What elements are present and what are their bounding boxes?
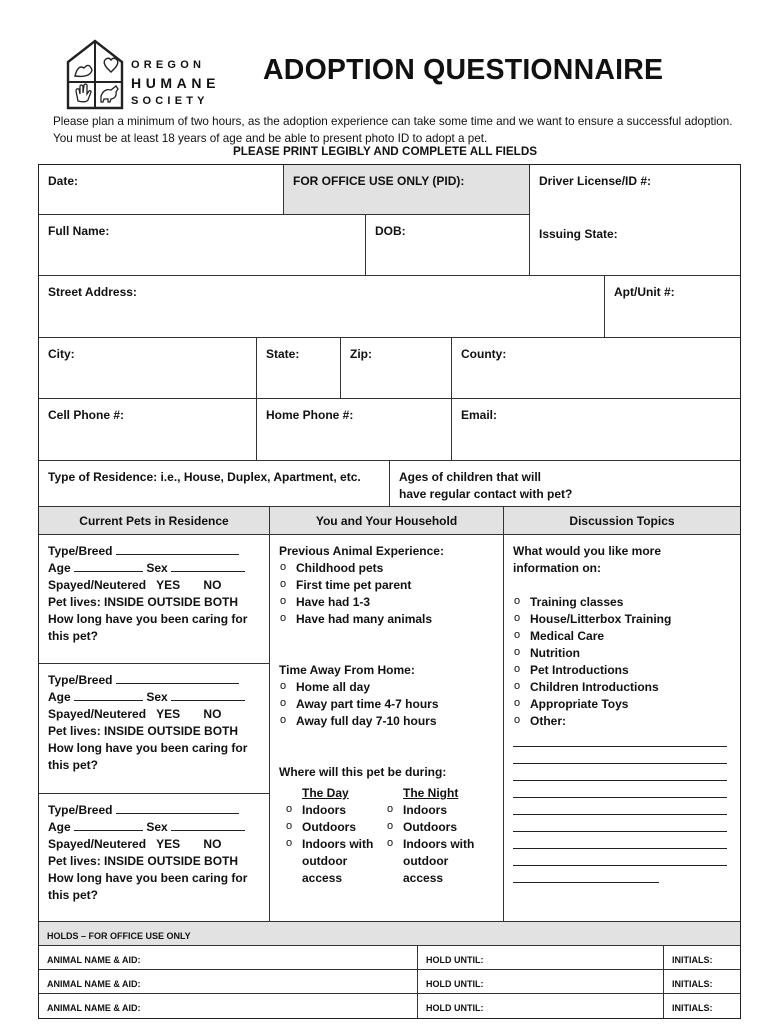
- city-label: City:: [48, 347, 75, 361]
- pet-type-breed-label: Type/Breed: [48, 673, 113, 687]
- office-pid-field: [284, 165, 530, 215]
- pet-yes-option[interactable]: YES: [156, 578, 181, 592]
- hold-until-label: HOLD UNTIL:: [426, 955, 484, 965]
- apt-unit-field[interactable]: [605, 276, 740, 338]
- topic-training-classes[interactable]: o Training classes: [513, 594, 731, 611]
- night-column: [380, 785, 490, 887]
- day-column: [279, 785, 389, 887]
- experience-option-first-time[interactable]: o First time pet parent: [279, 577, 494, 594]
- household-header-label: You and Your Household: [315, 514, 458, 528]
- experience-option-childhood[interactable]: o Childhood pets: [279, 560, 494, 577]
- topic-appropriate-toys[interactable]: o Appropriate Toys: [513, 696, 731, 713]
- topic-children-introductions[interactable]: o Children Introductions: [513, 679, 731, 696]
- discussion-prompt-2: information on:: [513, 561, 601, 575]
- driver-license-field[interactable]: [530, 165, 740, 276]
- pet-type-breed-label: Type/Breed: [48, 544, 113, 558]
- print-legibly-note: PLEASE PRINT LEGIBLY AND COMPLETE ALL FIELDS: [232, 145, 538, 158]
- pet-how-long-label-2: this pet?: [48, 629, 98, 643]
- experience-option-1-3[interactable]: o Have had 1-3: [279, 594, 494, 611]
- pet-yes-option[interactable]: YES: [156, 837, 181, 851]
- time-option-part-time[interactable]: o Away part time 4-7 hours: [279, 696, 494, 713]
- hold-animal-label: ANIMAL NAME & AID:: [47, 979, 141, 989]
- topic-other[interactable]: o Other:: [513, 713, 731, 730]
- current-pets-header: [39, 507, 270, 535]
- pet-age-label: Age: [48, 690, 71, 704]
- pet-sex-label: Sex: [146, 690, 168, 704]
- day-indoors-with-label-1: Indoors with: [302, 837, 374, 851]
- experience-options: [279, 560, 494, 628]
- household-header: [270, 507, 504, 535]
- full-name-label: Full Name:: [48, 224, 110, 238]
- state-label: State:: [266, 347, 300, 361]
- hold-initials-label: INITIALS:: [672, 1003, 713, 1013]
- hold-animal-label: ANIMAL NAME & AID:: [47, 1003, 141, 1013]
- street-address-label: Street Address:: [48, 285, 137, 299]
- experience-title: Previous Animal Experience:: [279, 544, 444, 558]
- pet-lives-label: Pet lives: INSIDE OUTSIDE BOTH: [48, 854, 239, 868]
- pet-no-option[interactable]: NO: [203, 707, 222, 721]
- home-phone-field[interactable]: [257, 399, 452, 461]
- hold-initials-label: INITIALS:: [672, 979, 713, 989]
- residence-type-field[interactable]: [39, 461, 390, 507]
- cell-phone-field[interactable]: [39, 399, 257, 461]
- cell-phone-label: Cell Phone #:: [48, 408, 125, 422]
- pet-spayed-label: Spayed/Neutered: [48, 578, 147, 592]
- city-field[interactable]: [39, 338, 257, 399]
- pet-block-3[interactable]: [39, 794, 270, 922]
- pet-lives-label: Pet lives: INSIDE OUTSIDE BOTH: [48, 724, 239, 738]
- children-ages-field[interactable]: [390, 461, 740, 507]
- home-phone-label: Home Phone #:: [266, 408, 354, 422]
- day-indoors-with-label-3: access: [302, 871, 343, 885]
- hold-initials-field-2[interactable]: [664, 970, 740, 994]
- topic-pet-introductions[interactable]: o Pet Introductions: [513, 662, 731, 679]
- street-address-field[interactable]: [39, 276, 605, 338]
- pet-lives-label: Pet lives: INSIDE OUTSIDE BOTH: [48, 595, 239, 609]
- hold-until-label: HOLD UNTIL:: [426, 979, 484, 989]
- household-section: [270, 535, 504, 922]
- pet-age-label: Age: [48, 820, 71, 834]
- dob-field[interactable]: [366, 215, 530, 276]
- pet-sex-label: Sex: [146, 561, 168, 575]
- discussion-options: [513, 594, 731, 730]
- hold-animal-field-3[interactable]: [39, 994, 418, 1018]
- apt-unit-label: Apt/Unit #:: [614, 285, 675, 299]
- current-pets-header-label: Current Pets in Residence: [79, 514, 229, 528]
- county-label: County:: [461, 347, 507, 361]
- pet-block-2[interactable]: [39, 664, 270, 794]
- page-title: ADOPTION QUESTIONNAIRE: [263, 54, 664, 86]
- hold-animal-field-2[interactable]: [39, 970, 418, 994]
- experience-option-many[interactable]: o Have had many animals: [279, 611, 494, 628]
- pet-how-long-label-1: How long have you been caring for: [48, 741, 248, 755]
- driver-license-label: Driver License/ID #:: [539, 174, 652, 188]
- hold-until-label: HOLD UNTIL:: [426, 1003, 484, 1013]
- discussion-section: [504, 535, 740, 922]
- pet-type-breed-label: Type/Breed: [48, 803, 113, 817]
- holds-header: [39, 922, 740, 946]
- pet-no-option[interactable]: NO: [203, 837, 222, 851]
- pet-sex-label: Sex: [146, 820, 168, 834]
- topic-nutrition[interactable]: o Nutrition: [513, 645, 731, 662]
- night-options: [380, 802, 490, 887]
- hold-until-field-3[interactable]: [418, 994, 664, 1018]
- zip-label: Zip:: [350, 347, 372, 361]
- full-name-field[interactable]: [39, 215, 366, 276]
- dob-label: DOB:: [375, 224, 406, 238]
- day-option-indoors[interactable]: o Indoors: [285, 802, 389, 819]
- topic-medical-care[interactable]: o Medical Care: [513, 628, 731, 645]
- hold-initials-label: INITIALS:: [672, 955, 713, 965]
- questionnaire-form: [38, 164, 741, 1019]
- form-header: [0, 0, 770, 165]
- hold-animal-field-1[interactable]: [39, 946, 418, 970]
- discussion-prompt-1: What would you like more: [513, 544, 662, 558]
- pet-no-option[interactable]: NO: [203, 578, 222, 592]
- night-option-outdoors[interactable]: o Outdoors: [386, 819, 490, 836]
- zip-field[interactable]: [341, 338, 452, 399]
- night-option-indoors[interactable]: o Indoors: [386, 802, 490, 819]
- children-ages-label-1: Ages of children that will: [399, 470, 542, 484]
- pet-how-long-label-1: How long have you been caring for: [48, 612, 248, 626]
- org-name-line-3: SOCIETY: [131, 95, 209, 107]
- other-writein-lines[interactable]: [513, 730, 731, 883]
- time-option-home[interactable]: o Home all day: [279, 679, 494, 696]
- intro-line-2: You must be at least 18 years of age and be able to present photo ID to adopt a pet.: [53, 131, 488, 145]
- discussion-topics-header: [504, 507, 740, 535]
- hold-initials-field-3[interactable]: [664, 994, 740, 1018]
- discussion-topics-header-label: Discussion Topics: [569, 514, 675, 528]
- pet-how-long-label-2: this pet?: [48, 758, 98, 772]
- night-option-indoors-with-access[interactable]: [386, 836, 490, 887]
- day-options: [279, 802, 389, 887]
- state-field[interactable]: [257, 338, 341, 399]
- intro-text: [53, 114, 743, 147]
- org-name-line-2: HUMANE: [131, 75, 221, 91]
- day-night-grid: [279, 785, 494, 895]
- night-indoors-with-label-1: Indoors with: [403, 837, 475, 851]
- issuing-state-label: Issuing State:: [539, 227, 618, 241]
- pet-block-1[interactable]: [39, 535, 270, 664]
- topic-house-litterbox[interactable]: o House/Litterbox Training: [513, 611, 731, 628]
- where-pet-title: Where will this pet be during:: [279, 765, 447, 779]
- pet-yes-option[interactable]: YES: [156, 707, 181, 721]
- day-title: The Day: [302, 786, 349, 800]
- time-away-options: [279, 679, 494, 730]
- hold-animal-label: ANIMAL NAME & AID:: [47, 955, 141, 965]
- pet-how-long-label-2: this pet?: [48, 888, 98, 902]
- intro-line-1: Please plan a minimum of two hours, as the adoption experience can take some time and we want to ensure a successful adoption.: [53, 115, 733, 128]
- night-title: The Night: [403, 786, 459, 800]
- day-indoors-with-label-2: outdoor: [302, 854, 348, 868]
- day-option-indoors-with-access[interactable]: [285, 836, 389, 887]
- hold-until-field-1[interactable]: [418, 946, 664, 970]
- time-away-title: Time Away From Home:: [279, 663, 415, 677]
- email-field[interactable]: [452, 399, 740, 461]
- date-label: Date:: [48, 174, 79, 188]
- email-label: Email:: [461, 408, 498, 422]
- night-indoors-with-label-2: outdoor: [403, 854, 449, 868]
- night-indoors-with-label-3: access: [403, 871, 444, 885]
- hold-until-field-2[interactable]: [418, 970, 664, 994]
- holds-title: HOLDS – FOR OFFICE USE ONLY: [47, 931, 191, 941]
- hold-initials-field-1[interactable]: [664, 946, 740, 970]
- time-option-full-day[interactable]: o Away full day 7-10 hours: [279, 713, 494, 730]
- children-ages-label-2: have regular contact with pet?: [399, 487, 573, 501]
- oregon-humane-society-logo: [64, 38, 224, 110]
- office-pid-label: FOR OFFICE USE ONLY (PID):: [293, 174, 465, 188]
- pet-age-label: Age: [48, 561, 71, 575]
- pet-spayed-label: Spayed/Neutered: [48, 837, 147, 851]
- residence-type-label: Type of Residence: i.e., House, Duplex, Apartment, etc.: [48, 470, 361, 484]
- org-name-line-1: OREGON: [131, 59, 206, 71]
- pet-how-long-label-1: How long have you been caring for: [48, 871, 248, 885]
- house-logo-icon: [64, 38, 126, 110]
- date-field[interactable]: [39, 165, 284, 215]
- day-option-outdoors[interactable]: o Outdoors: [285, 819, 389, 836]
- county-field[interactable]: [452, 338, 740, 399]
- pet-spayed-label: Spayed/Neutered: [48, 707, 147, 721]
